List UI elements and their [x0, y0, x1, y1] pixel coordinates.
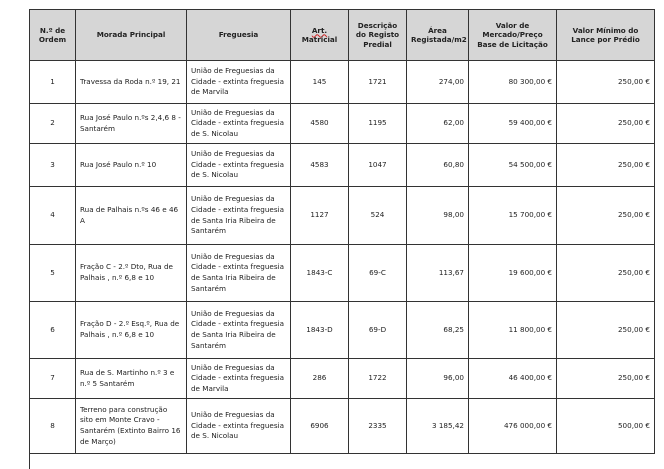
cell-min-bid: 250,00 €: [557, 104, 655, 144]
cell-order: 4: [30, 187, 76, 245]
cell-order: 5: [30, 245, 76, 302]
table-row: [30, 302, 655, 359]
header-registry: Descrição do Registo Predial: [349, 10, 407, 61]
cell-area: 96,00: [407, 359, 469, 399]
table-row: [30, 359, 655, 399]
cell-registry: 69-C: [349, 245, 407, 302]
cell-area: 68,25: [407, 302, 469, 359]
cell-min-bid: 250,00 €: [557, 245, 655, 302]
cell-address: Rua de Palhais n.ºs 46 e 46 A: [76, 187, 187, 245]
cell-order: 6: [30, 302, 76, 359]
cell-address: Fração D - 2.º Esq.º, Rua de Palhais , n.º 6,8 e 10: [76, 302, 187, 359]
cell-parish: União de Freguesias da Cidade - extinta freguesia de S. Nicolau: [187, 104, 291, 144]
cell-matrix: 1843-C: [291, 245, 349, 302]
cell-address: Rua José Paulo n.º 10: [76, 144, 187, 187]
header-matrix: Art. Matricial: [291, 10, 349, 61]
cell-matrix: 1127: [291, 187, 349, 245]
cell-min-bid: 250,00 €: [557, 187, 655, 245]
cell-min-bid: 250,00 €: [557, 302, 655, 359]
header-parish: Freguesia: [187, 10, 291, 61]
cell-parish: União de Freguesias da Cidade - extinta freguesia de S. Nicolau: [187, 399, 291, 454]
properties-table: [29, 9, 655, 454]
table-row: [30, 144, 655, 187]
cell-area: 60,80: [407, 144, 469, 187]
cell-order: 1: [30, 61, 76, 104]
cell-order: 8: [30, 399, 76, 454]
cell-min-bid: 250,00 €: [557, 359, 655, 399]
header-area: Área Registada/m2: [407, 10, 469, 61]
cell-address: Rua José Paulo n.ºs 2,4,6 8 - Santarém: [76, 104, 187, 144]
cell-area: 62,00: [407, 104, 469, 144]
header-address: Morada Principal: [76, 10, 187, 61]
cell-registry: 1722: [349, 359, 407, 399]
cell-registry: 1047: [349, 144, 407, 187]
cell-order: 2: [30, 104, 76, 144]
cell-matrix: 286: [291, 359, 349, 399]
header-order: N.º de Ordem: [30, 10, 76, 61]
cell-parish: União de Freguesias da Cidade - extinta freguesia de Santa Iria Ribeira de Santarém: [187, 245, 291, 302]
cell-min-bid: 250,00 €: [557, 144, 655, 187]
cell-matrix: 1843-D: [291, 302, 349, 359]
cell-registry: 69-D: [349, 302, 407, 359]
cell-market-value: 15 700,00 €: [469, 187, 557, 245]
cell-market-value: 80 300,00 €: [469, 61, 557, 104]
cell-matrix: 4583: [291, 144, 349, 187]
cell-matrix: 6906: [291, 399, 349, 454]
table-continuation-border: [29, 452, 30, 469]
cell-matrix: 4580: [291, 104, 349, 144]
table-row: [30, 61, 655, 104]
cell-area: 98,00: [407, 187, 469, 245]
cell-parish: União de Freguesias da Cidade - extinta freguesia de Marvila: [187, 61, 291, 104]
cell-min-bid: 500,00 €: [557, 399, 655, 454]
cell-market-value: 476 000,00 €: [469, 399, 557, 454]
cell-market-value: 46 400,00 €: [469, 359, 557, 399]
cell-area: 3 185,42: [407, 399, 469, 454]
cell-registry: 1195: [349, 104, 407, 144]
cell-address: Terreno para construção sito em Monte Cravo - Santarém (Extinto Bairro 16 de Março): [76, 399, 187, 454]
cell-min-bid: 250,00 €: [557, 61, 655, 104]
cell-address: Rua de S. Martinho n.º 3 e n.º 5 Santarém: [76, 359, 187, 399]
table-row: [30, 245, 655, 302]
cell-address: Fração C - 2.º Dto, Rua de Palhais , n.º 6,8 e 10: [76, 245, 187, 302]
cell-order: 3: [30, 144, 76, 187]
table-row: [30, 187, 655, 245]
cell-matrix: 145: [291, 61, 349, 104]
cell-market-value: 19 600,00 €: [469, 245, 557, 302]
cell-address: Travessa da Roda n.º 19, 21: [76, 61, 187, 104]
header-market-value: Valor de Mercado/Preço Base de Licitação: [469, 10, 557, 61]
table-row: [30, 104, 655, 144]
cell-parish: União de Freguesias da Cidade - extinta freguesia de Marvila: [187, 359, 291, 399]
cell-market-value: 59 400,00 €: [469, 104, 557, 144]
cell-area: 113,67: [407, 245, 469, 302]
cell-parish: União de Freguesias da Cidade - extinta freguesia de S. Nicolau: [187, 144, 291, 187]
cell-order: 7: [30, 359, 76, 399]
cell-market-value: 54 500,00 €: [469, 144, 557, 187]
cell-parish: União de Freguesias da Cidade - extinta freguesia de Santa Iria Ribeira de Santarém: [187, 187, 291, 245]
table-row: [30, 399, 655, 454]
header-row: [30, 10, 655, 61]
cell-registry: 524: [349, 187, 407, 245]
cell-parish: União de Freguesias da Cidade - extinta freguesia de Santa Iria Ribeira de Santarém: [187, 302, 291, 359]
header-min-bid: Valor Mínimo do Lance por Prédio: [557, 10, 655, 61]
cell-market-value: 11 800,00 €: [469, 302, 557, 359]
cell-area: 274,00: [407, 61, 469, 104]
cell-registry: 1721: [349, 61, 407, 104]
cell-registry: 2335: [349, 399, 407, 454]
